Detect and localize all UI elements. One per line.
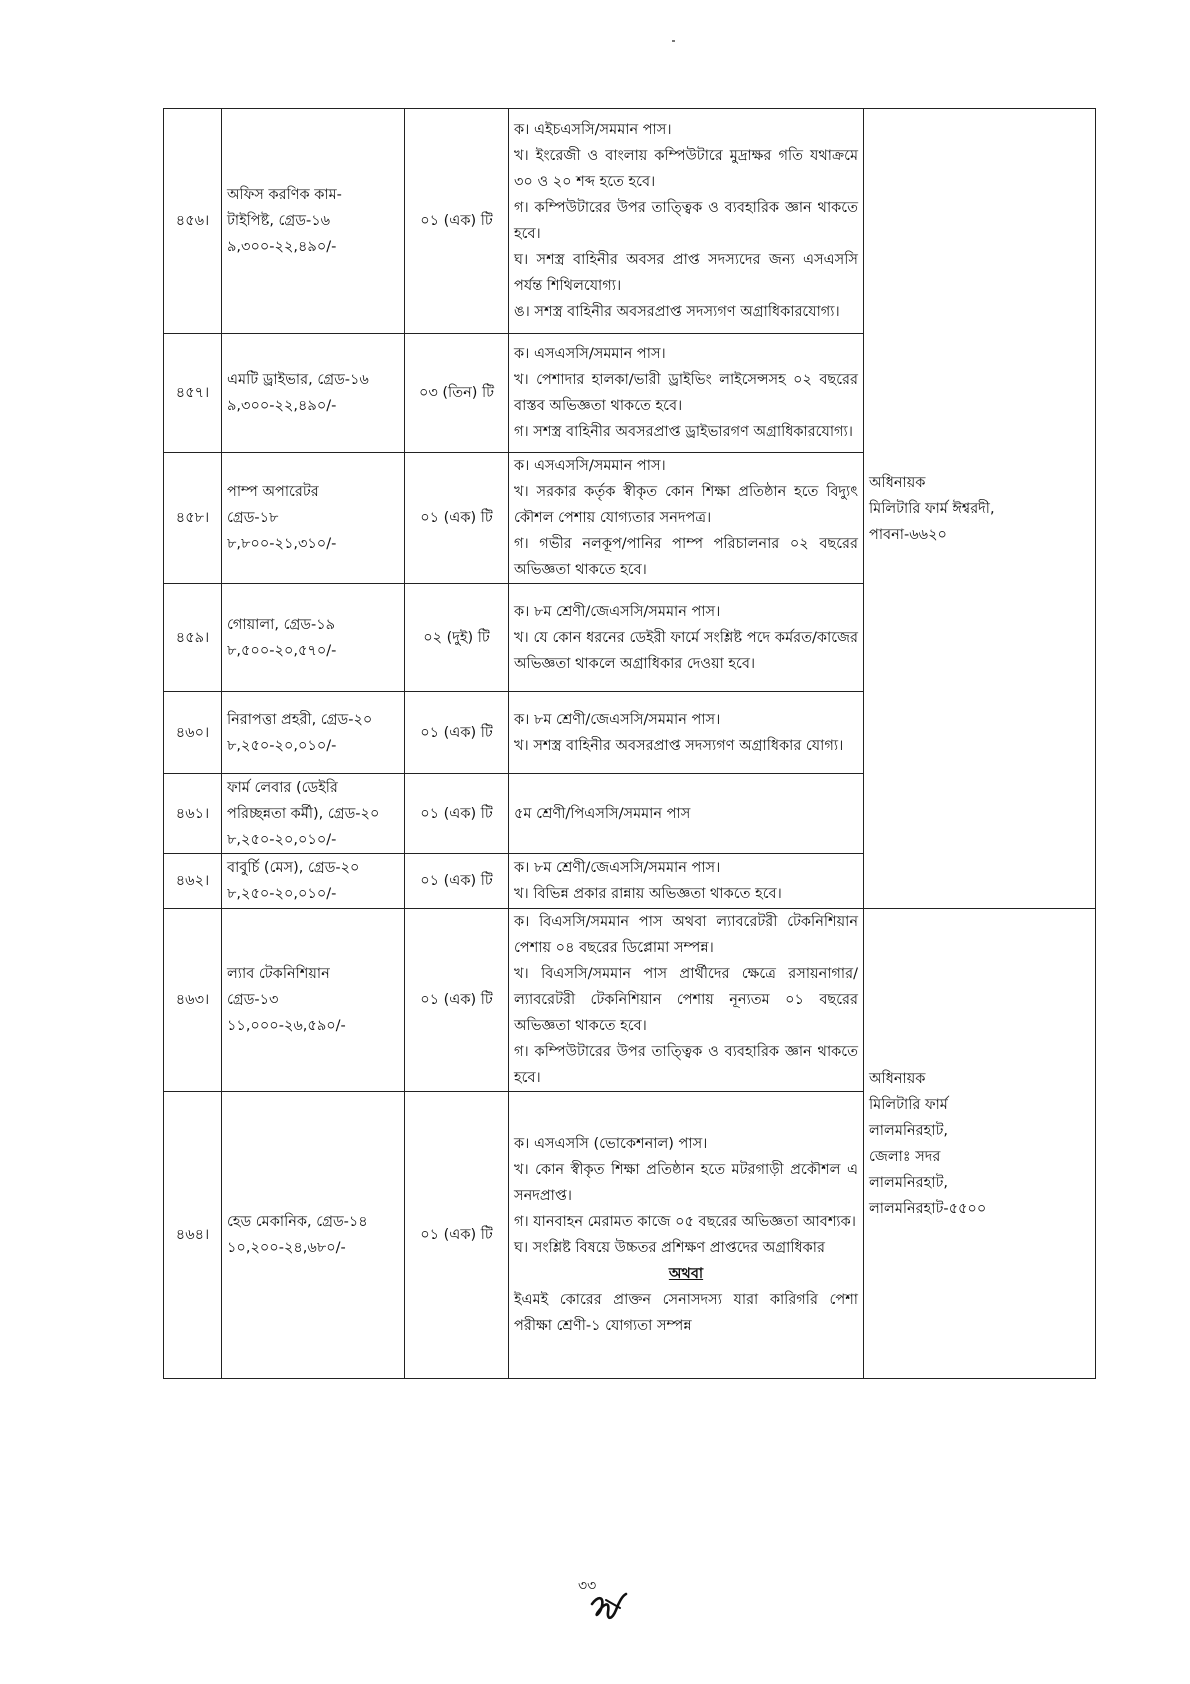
count-cell: ০১ (এক) টি	[405, 774, 509, 854]
post-line: গ্রেড-১৮	[227, 510, 279, 526]
qualification-cell	[509, 584, 864, 692]
post-line: গ্রেড-১৩	[227, 992, 279, 1008]
qualification-item: ক। বিএসসি/সমমান পাস অথবা ল্যাবরেটরী টেকনিশিয়ান পেশায় ০৪ বছরের ডিপ্লোমা সম্পন্ন।	[514, 914, 858, 956]
table-row	[164, 909, 1096, 1092]
alt-qualification: ইএমই কোরের প্রাক্তন সেনাসদস্য যারা কারিগরি পেশা পরীক্ষা শ্রেণী-১ যোগ্যতা সম্পন্ন	[514, 1292, 858, 1334]
serial-cell: ৪৬০।	[164, 692, 222, 774]
qualification-cell	[509, 1092, 864, 1379]
serial-cell: ৪৫৭।	[164, 334, 222, 453]
qualification-item: গ। কম্পিউটারের উপর তাত্ত্বিক ও ব্যবহারিক জ্ঞান থাকতে হবে।	[514, 200, 858, 242]
count-cell: ০১ (এক) টি	[405, 692, 509, 774]
post-cell	[222, 692, 405, 774]
post-line: ৮,৮০০-২১,৩১০/-	[227, 536, 337, 552]
serial-cell: ৪৫৯।	[164, 584, 222, 692]
post-line: হেড মেকানিক, গ্রেড-১৪	[227, 1214, 368, 1230]
post-line: ৮,২৫০-২০,০১০/-	[227, 737, 337, 754]
count-cell: ০২ (দুই) টি	[405, 584, 509, 692]
qualification-item: ক। ৮ম শ্রেণী/জেএসসি/সমমান পাস।	[514, 860, 721, 876]
table-row	[164, 109, 1096, 334]
qualification-item: ক। এসএসসি/সমমান পাস।	[514, 346, 666, 362]
post-cell	[222, 584, 405, 692]
post-line: ৯,৩০০-২২,৪৯০/-	[227, 398, 337, 414]
qualification-item: ক। ৮ম শ্রেণী/জেএসসি/সমমান পাস।	[514, 711, 721, 728]
qualification-cell	[509, 453, 864, 584]
qualification-item: খ। পেশাদার হালকা/ভারী ড্রাইভিং লাইসেন্সসহ ০২ বছরের বাস্তব অভিজ্ঞতা থাকতে হবে।	[514, 372, 858, 414]
qualification-item: খ। সশস্ত্র বাহিনীর অবসরপ্রাপ্ত সদস্যগণ অগ্রাধিকার যোগ্য।	[514, 737, 844, 754]
post-line: নিরাপত্তা প্রহরী, গ্রেড-২০	[227, 711, 373, 728]
post-line: ৯,৩০০-২২,৪৯০/-	[227, 239, 337, 255]
qualification-item: গ। যানবাহন মেরামত কাজে ০৫ বছরের অভিজ্ঞতা আবশ্যক।	[514, 1214, 856, 1230]
serial-cell: ৪৬৪।	[164, 1092, 222, 1379]
qualification-item: ক। এসএসসি/সমমান পাস।	[514, 458, 666, 474]
qualification-item: ক। এসএসসি (ভোকেশনাল) পাস।	[514, 1136, 708, 1152]
office-cell	[864, 109, 1096, 909]
qualification-item: গ। সশস্ত্র বাহিনীর অবসরপ্রাপ্ত ড্রাইভারগণ অগ্রাধিকারযোগ্য।	[514, 424, 853, 440]
count-cell: ০১ (এক) টি	[405, 1092, 509, 1379]
qualification-item: খ। বিভিন্ন প্রকার রান্নায় অভিজ্ঞতা থাকতে হবে।	[514, 886, 782, 902]
post-line: পরিচ্ছন্নতা কর্মী), গ্রেড-২০	[227, 805, 380, 822]
qualification-cell	[509, 774, 864, 854]
post-line: বাবুর্চি (মেস), গ্রেড-২০	[227, 860, 360, 876]
post-cell	[222, 909, 405, 1092]
post-cell	[222, 854, 405, 909]
post-line: টাইপিষ্ট, গ্রেড-১৬	[227, 213, 331, 229]
qualification-item: গ। গভীর নলকূপ/পানির পাম্প পরিচালনার ০২ বছরের অভিজ্ঞতা থাকতে হবে।	[514, 536, 858, 578]
post-line: ১০,২০০-২৪,৬৮০/-	[227, 1240, 346, 1256]
post-line: গোয়ালা, গ্রেড-১৯	[227, 616, 336, 633]
qualification-item: ৫ম শ্রেণী/পিএসসি/সমমান পাস	[514, 805, 691, 822]
qualification-cell	[509, 334, 864, 453]
post-line: ৮,২৫০-২০,০১০/-	[227, 831, 337, 848]
serial-cell: ৪৬৩।	[164, 909, 222, 1092]
office-line: লালমনিরহাট,	[869, 1122, 948, 1139]
serial-cell: ৪৬২।	[164, 854, 222, 909]
page-number: ৩৩	[578, 1578, 597, 1594]
office-line: জেলাঃ সদর	[869, 1148, 941, 1165]
qualification-item: খ। কোন স্বীকৃত শিক্ষা প্রতিষ্ঠান হতে মটরগাড়ী প্রকৌশল এ সনদপ্রাপ্ত।	[514, 1162, 858, 1204]
handwritten-initials	[586, 1590, 632, 1630]
post-line: ফার্ম লেবার (ডেইরি	[227, 779, 338, 796]
qualification-item: খ। বিএসসি/সমমান পাস প্রার্থীদের ক্ষেত্রে রসায়নাগার/ ল্যাবরেটরী টেকনিশিয়ান পেশায় নূন্যতম ০১ বছরের অভিজ্ঞতা থাকতে হবে।	[514, 966, 858, 1034]
office-line: লালমনিরহাট,	[869, 1174, 948, 1191]
post-line: ল্যাব টেকনিশিয়ান	[227, 966, 330, 982]
qualification-cell	[509, 854, 864, 909]
post-cell	[222, 109, 405, 334]
post-line: ১১,০০০-২৬,৫৯০/-	[227, 1018, 346, 1034]
serial-cell: ৪৬১।	[164, 774, 222, 854]
count-cell: ০১ (এক) টি	[405, 453, 509, 584]
qualification-cell	[509, 909, 864, 1092]
post-line: ৮,৫০০-২০,৫৭০/-	[227, 642, 337, 659]
serial-cell: ৪৫৬।	[164, 109, 222, 334]
qualification-item: ক। ৮ম শ্রেণী/জেএসসি/সমমান পাস।	[514, 603, 721, 620]
office-line: পাবনা-৬৬২০	[869, 526, 947, 543]
office-line: মিলিটারি ফার্ম ঈশ্বরদী,	[869, 500, 995, 517]
post-line: ৮,২৫০-২০,০১০/-	[227, 886, 337, 902]
qualification-item: গ। কম্পিউটারের উপর তাত্ত্বিক ও ব্যবহারিক জ্ঞান থাকতে হবে।	[514, 1044, 858, 1086]
post-cell	[222, 334, 405, 453]
qualification-item: খ। ইংরেজী ও বাংলায় কম্পিউটারে মুদ্রাক্ষর গতি যথাক্রমে ৩০ ও ২০ শব্দ হতে হবে।	[514, 148, 858, 190]
office-line: লালমনিরহাট-৫৫০০	[869, 1200, 987, 1217]
post-line: পাম্প অপারেটর	[227, 484, 319, 500]
qualification-item: ঙ। সশস্ত্র বাহিনীর অবসরপ্রাপ্ত সদস্যগণ অগ্রাধিকারযোগ্য।	[514, 304, 840, 320]
qualification-item: খ। সরকার কর্তৃক স্বীকৃত কোন শিক্ষা প্রতিষ্ঠান হতে বিদ্যুৎ কৌশল পেশায় যোগ্যতার সনদপত্র।	[514, 484, 858, 526]
count-cell: ০১ (এক) টি	[405, 909, 509, 1092]
post-cell	[222, 774, 405, 854]
qualification-item: ঘ। সশস্ত্র বাহিনীর অবসর প্রাপ্ত সদস্যদের জন্য এসএসসি পর্যন্ত শিথিলযোগ্য।	[514, 252, 858, 294]
qualification-item: ঘ। সংশ্লিষ্ট বিষয়ে উচ্চতর প্রশিক্ষণ প্রাপ্তদের অগ্রাধিকার	[514, 1240, 825, 1256]
count-cell: ০১ (এক) টি	[405, 109, 509, 334]
count-cell: ০১ (এক) টি	[405, 854, 509, 909]
post-line: অফিস করণিক কাম-	[227, 187, 342, 203]
post-line: এমটি ড্রাইভার, গ্রেড-১৬	[227, 372, 369, 388]
post-cell	[222, 1092, 405, 1379]
qualification-item: ক। এইচএসসি/সমমান পাস।	[514, 122, 672, 138]
qualification-item: খ। যে কোন ধরনের ডেইরী ফার্মে সংশ্লিষ্ট পদে কর্মরত/কাজের অভিজ্ঞতা থাকলে অগ্রাধিকার দেওয়া হবে।	[514, 629, 858, 672]
qualification-cell	[509, 109, 864, 334]
posts-table	[163, 108, 1096, 1379]
scan-speck	[672, 40, 675, 42]
or-label: অথবা	[668, 1266, 704, 1282]
office-line: অধিনায়ক	[869, 1070, 926, 1087]
count-cell: ০৩ (তিন) টি	[405, 334, 509, 453]
post-cell	[222, 453, 405, 584]
office-line: অধিনায়ক	[869, 474, 926, 491]
qualification-cell	[509, 692, 864, 774]
office-line: মিলিটারি ফার্ম	[869, 1096, 948, 1113]
office-cell	[864, 909, 1096, 1379]
serial-cell: ৪৫৮।	[164, 453, 222, 584]
